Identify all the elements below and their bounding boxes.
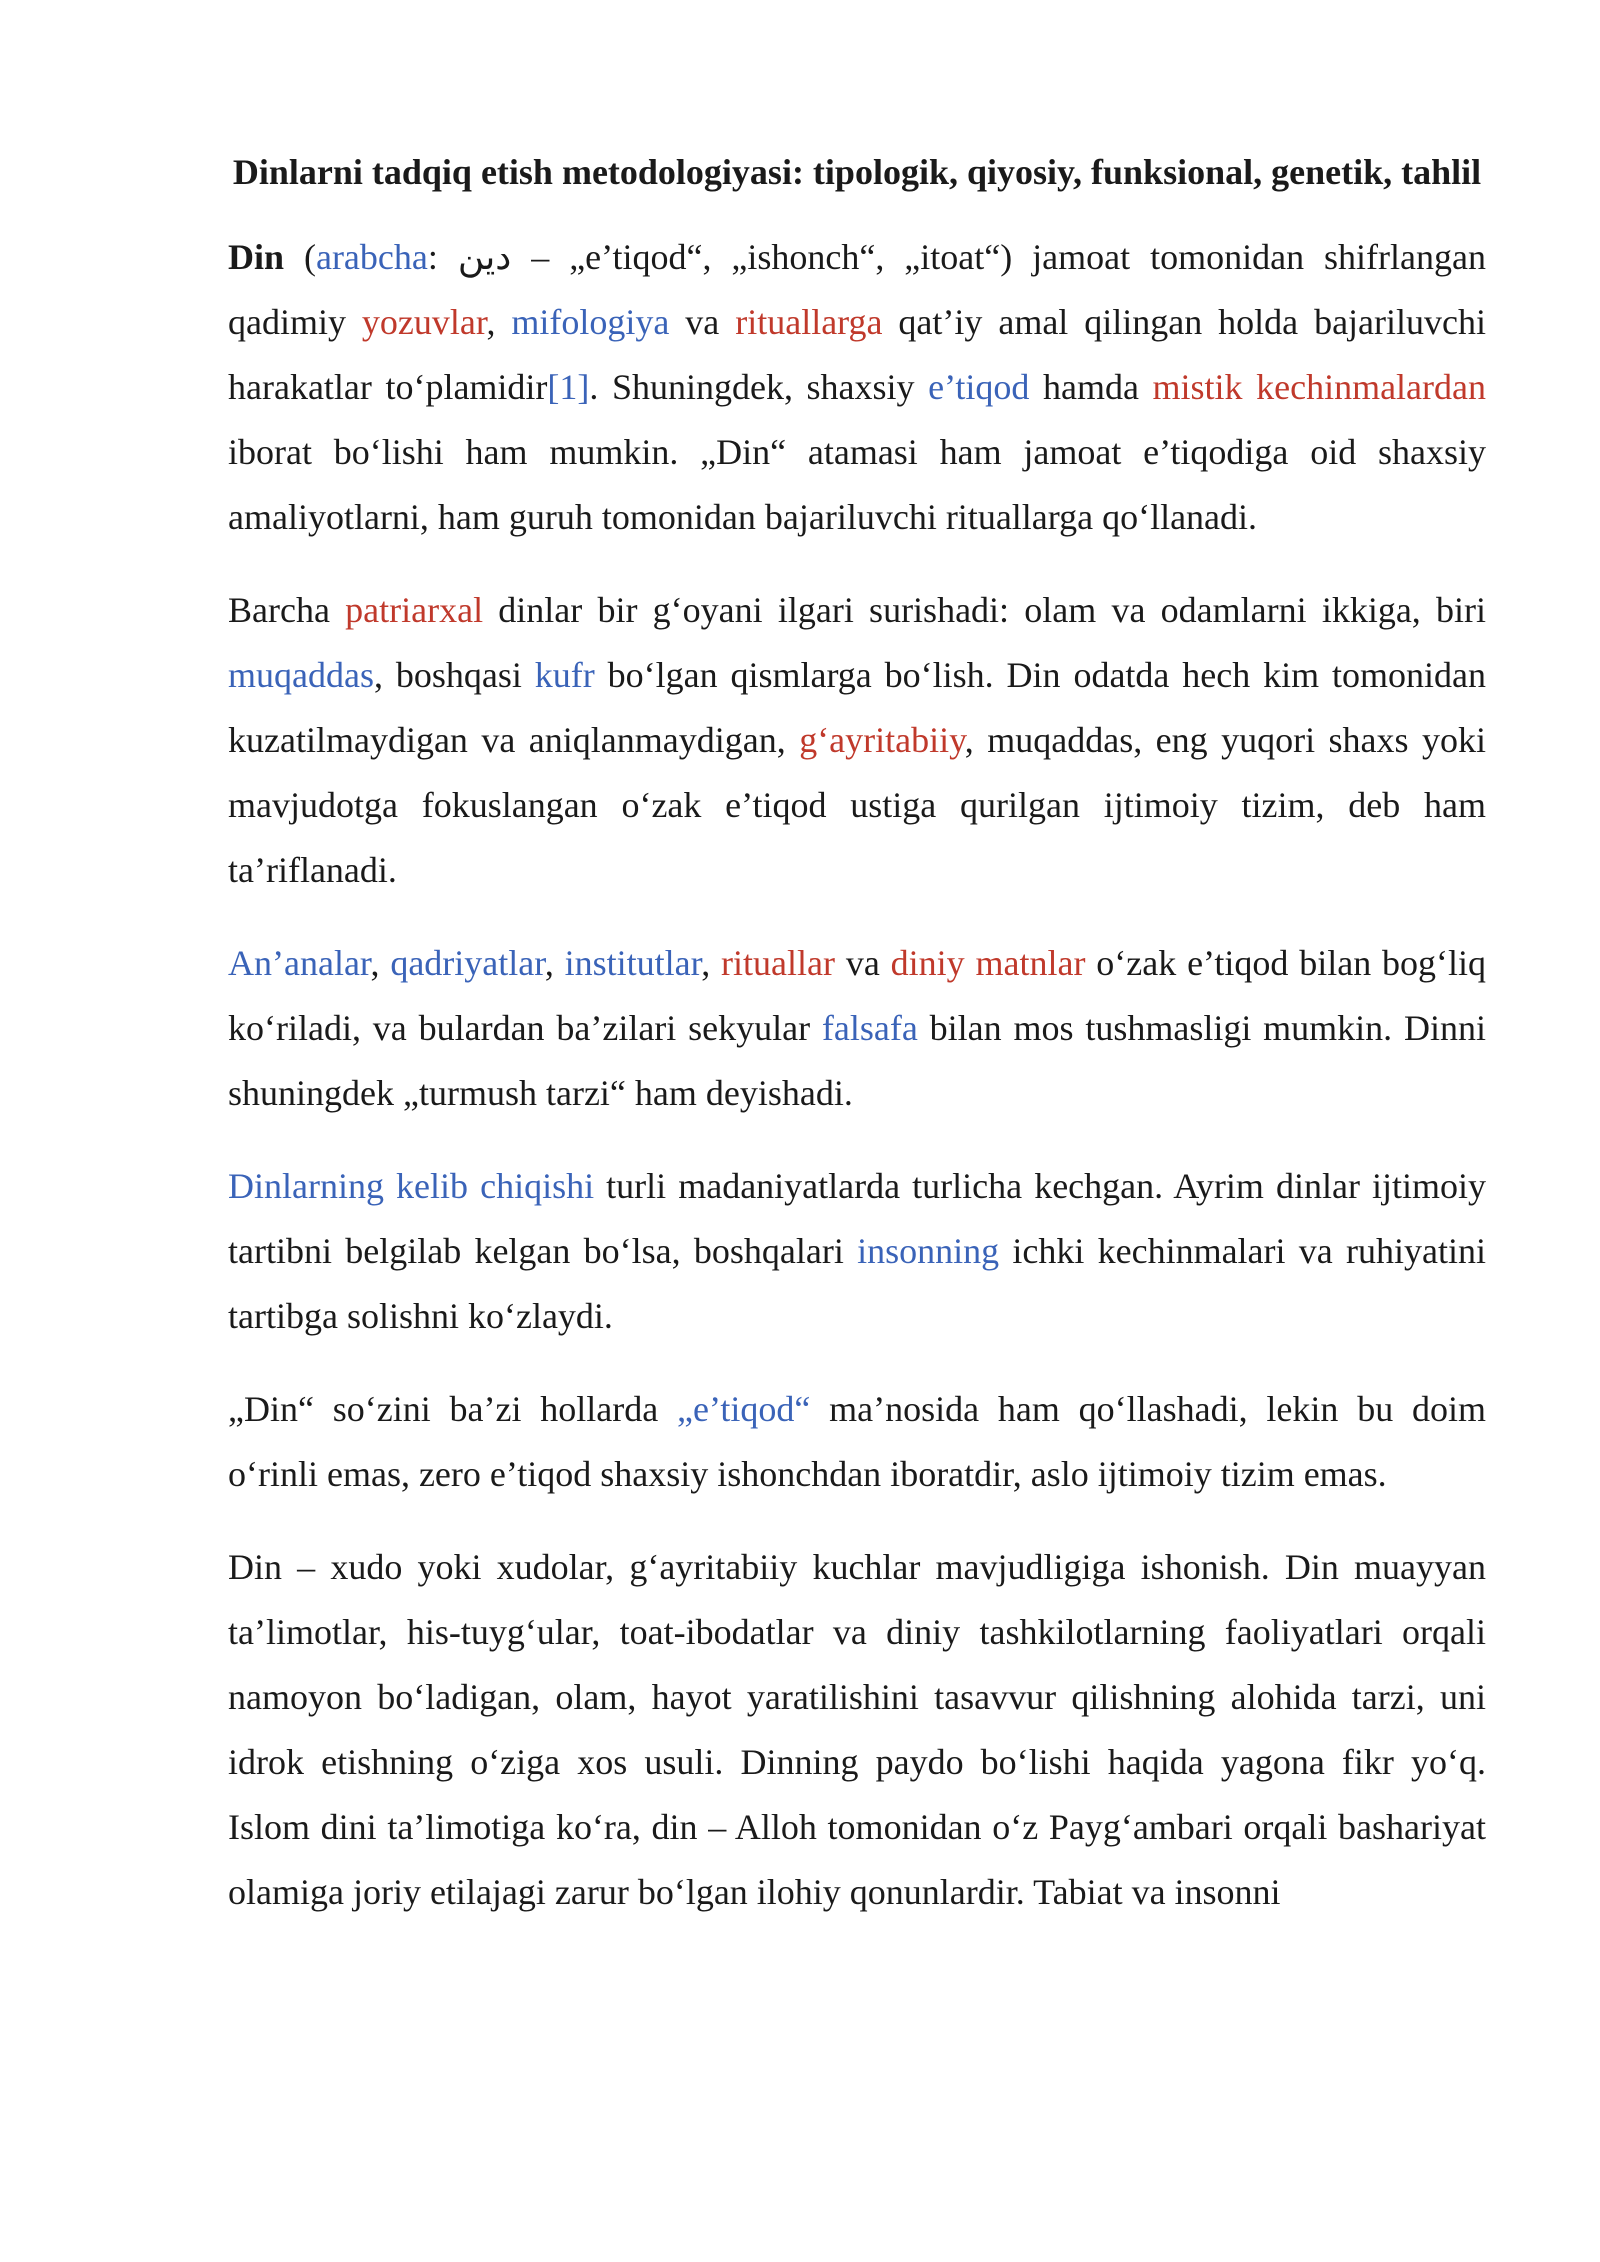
paragraph bbox=[228, 1377, 1486, 1507]
paragraph-text: qat’iy amal qilingan holda bajariluvchi harakatlar to‘plamidir bbox=[228, 302, 1487, 407]
inline-link[interactable]: falsafa bbox=[821, 1008, 918, 1048]
paragraph-text: va bbox=[835, 943, 891, 983]
paragraph bbox=[228, 225, 1486, 550]
paragraph-text: ( bbox=[284, 237, 316, 277]
paragraph-text: . Shuningdek, shaxsiy bbox=[589, 367, 929, 407]
paragraph-text: , bbox=[370, 943, 391, 983]
paragraph bbox=[228, 1154, 1486, 1349]
paragraph bbox=[228, 578, 1486, 903]
inline-link[interactable]: muqaddas bbox=[228, 655, 374, 695]
inline-link[interactable]: mifologiya bbox=[511, 302, 670, 342]
paragraph-text: : bbox=[427, 237, 458, 277]
paragraph-text: va bbox=[669, 302, 736, 342]
paragraph-text: bilan mos tushmasligi mumkin. Dinni shuningdek „turmush tarzi“ ham deyishadi. bbox=[228, 1008, 1486, 1113]
paragraph-text: turli madaniyatlarda turlicha kechgan. Ayrim dinlar ijtimoiy tartibni belgilab kelgan bo‘lsa, boshqalari bbox=[228, 1166, 1487, 1271]
paragraph-text: , muqaddas, eng yuqori shaxs yoki mavjudotga fokuslangan o‘zak e’tiqod ustiga qurilgan ijtimoiy tizim, deb ham ta’riflanadi. bbox=[228, 720, 1486, 890]
inline-link[interactable]: An’analar bbox=[228, 943, 371, 983]
inline-link[interactable]: e’tiqod bbox=[928, 367, 1030, 407]
paragraph-text: , boshqasi bbox=[373, 655, 535, 695]
inline-link[interactable]: [1] bbox=[547, 367, 590, 407]
inline-link[interactable]: arabcha bbox=[315, 237, 428, 277]
inline-link[interactable]: patriarxal bbox=[345, 590, 484, 630]
paragraph-text: – „e’tiqod“, „ishonch“, „itoat“) jamoat tomonidan shifrlangan qadimiy bbox=[228, 237, 1486, 342]
bold-term: Din bbox=[228, 237, 285, 277]
paragraph-text: ma’nosida ham qo‘llashadi, lekin bu doim o‘rinli emas, zero e’tiqod shaxsiy ishonchdan iboratdir, aslo ijtimoiy tizim emas. bbox=[228, 1389, 1486, 1494]
paragraph-text: bo‘lgan qismlarga bo‘lish. Din odatda hech kim tomonidan kuzatilmaydigan va aniqlanmaydigan, bbox=[228, 655, 1487, 760]
paragraph-text: Barcha bbox=[228, 590, 346, 630]
document-body bbox=[228, 225, 1486, 1925]
inline-link[interactable]: g‘ayritabiiy bbox=[799, 720, 965, 760]
paragraph-text: ichki kechinmalari va ruhiyatini tartibga solishni ko‘zlaydi. bbox=[228, 1231, 1486, 1336]
document-title: Dinlarni tadqiq etish metodologiyasi: tipologik, qiyosiy, funksional, genetik, tahlil bbox=[232, 152, 1482, 192]
paragraph-text: hamda bbox=[1029, 367, 1153, 407]
inline-link[interactable]: qadriyatlar bbox=[390, 943, 545, 983]
paragraph-text: dinlar bir g‘oyani ilgari surishadi: olam va odamlarni ikkiga, biri bbox=[483, 590, 1487, 630]
inline-link[interactable]: insonning bbox=[857, 1231, 1000, 1271]
inline-link[interactable]: rituallar bbox=[721, 943, 835, 983]
inline-link[interactable]: Dinlarning kelib chiqishi bbox=[228, 1166, 595, 1206]
paragraph-text: , bbox=[544, 943, 565, 983]
arabic-word: دين bbox=[457, 237, 512, 277]
paragraph-text: , bbox=[701, 943, 722, 983]
inline-link[interactable]: yozuvlar bbox=[361, 302, 487, 342]
paragraph-text: „Din“ so‘zini ba’zi hollarda bbox=[228, 1389, 678, 1429]
paragraph-text: Din – xudo yoki xudolar, g‘ayritabiiy kuchlar mavjudligiga ishonish. Din muayyan ta’limotlar, his-tuyg‘ular, toat-ibodatlar va diniy tashkilotlarning faoliyatlari orqali namoyon bo‘ladigan, olam, hayot yaratilishini tasavvur qilishning alohida tarzi, uni idrok etishning o‘ziga xos usuli. Dinning paydo bo‘lishi haqida yagona fikr yo‘q. Islom dini ta’limotiga ko‘ra, din – Alloh tomonidan o‘z Payg‘ambari orqali bashariyat olamiga joriy etilajagi zarur bo‘lgan ilohiy qonunlardir. Tabiat va insonni bbox=[228, 1547, 1486, 1912]
inline-link[interactable]: „e’tiqod“ bbox=[677, 1389, 811, 1429]
inline-link[interactable]: diniy matnlar bbox=[890, 943, 1086, 983]
paragraph-text: , bbox=[486, 302, 512, 342]
inline-link[interactable]: rituallarga bbox=[735, 302, 883, 342]
paragraph bbox=[228, 931, 1486, 1126]
inline-link[interactable]: mistik kechinmalardan bbox=[1152, 367, 1486, 407]
inline-link[interactable]: kufr bbox=[534, 655, 595, 695]
paragraph-text: o‘zak e’tiqod bilan bog‘liq ko‘riladi, va bulardan ba’zilari sekyular bbox=[228, 943, 1487, 1048]
paragraph-text: iborat bo‘lishi ham mumkin. „Din“ atamasi ham jamoat e’tiqodiga oid shaxsiy amaliyotlarni, ham guruh tomonidan bajariluvchi rituallarga qo‘llanadi. bbox=[228, 432, 1486, 537]
document-page bbox=[228, 140, 1486, 1953]
inline-link[interactable]: institutlar bbox=[564, 943, 702, 983]
paragraph bbox=[228, 1535, 1486, 1925]
